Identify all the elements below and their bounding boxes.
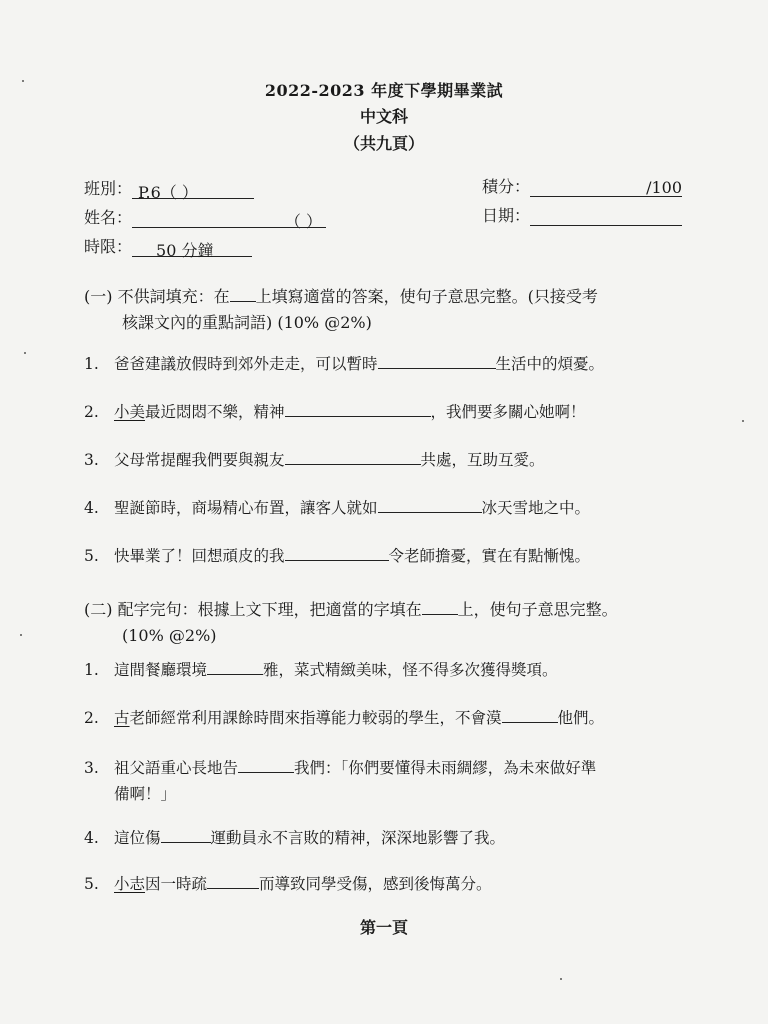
- question-text: 快畢業了！回想頑皮的我: [114, 547, 285, 565]
- scan-speck: [20, 634, 22, 636]
- name-line: [132, 209, 326, 231]
- question-number: 1.: [84, 661, 99, 679]
- date-line: [530, 207, 682, 226]
- proper-name: 古: [114, 709, 130, 727]
- question-text: 這位傷: [114, 829, 161, 847]
- answer-blank[interactable]: [207, 658, 263, 675]
- question-text: 我們：「你們要懂得未雨綢繆，為未來做好準: [294, 759, 597, 777]
- page-footer: 第一頁: [359, 918, 408, 937]
- scan-speck: [560, 978, 562, 980]
- score-line: [530, 178, 682, 197]
- question-number: 3.: [84, 759, 99, 777]
- subject-title: 中文科: [359, 107, 408, 126]
- exam-title: 2022-2023 年度下學期畢業試: [264, 81, 504, 100]
- s2-question-4: [84, 826, 724, 848]
- section1-heading-a: (一) 不供詞填充：在: [84, 287, 230, 306]
- section1-heading: [84, 284, 724, 336]
- s2-question-2: [84, 706, 724, 728]
- date-field: [482, 203, 682, 226]
- section2-heading-b: 上，使句子意思完整。: [457, 600, 618, 619]
- scan-speck: [742, 420, 744, 422]
- s1-question-2: [84, 400, 724, 422]
- class-field: [84, 176, 254, 202]
- question-text: 父母常提醒我們要與親友: [114, 451, 285, 469]
- question-text: 備啊！」: [114, 785, 177, 803]
- time-field: [84, 234, 252, 260]
- answer-blank[interactable]: [238, 756, 294, 773]
- score-label: 積分：: [482, 177, 531, 196]
- question-text: 冰天雪地之中。: [481, 499, 591, 517]
- section2-heading-c: (10% @2%): [122, 626, 217, 645]
- question-number: 4.: [84, 499, 99, 517]
- section1-heading-c: 核課文內的重點詞語) (10% @2%): [122, 313, 372, 332]
- class-line: [132, 180, 254, 202]
- question-text: 這間餐廳環境: [114, 661, 208, 679]
- heading-blank: [230, 285, 256, 302]
- class-value: P.6（ ）: [138, 183, 198, 202]
- time-value: 50 分鐘: [156, 241, 214, 260]
- date-label: 日期：: [482, 206, 531, 225]
- s2-question-3-cont: [84, 782, 724, 804]
- question-text: 共處，互助互愛。: [420, 451, 545, 469]
- question-number: 2.: [84, 403, 99, 421]
- question-text: 因一時疏: [145, 875, 208, 893]
- answer-blank[interactable]: [207, 872, 259, 889]
- question-text: 而導致同學受傷，感到後悔萬分。: [259, 875, 492, 893]
- question-number: 2.: [84, 709, 99, 727]
- answer-blank[interactable]: [502, 706, 558, 723]
- question-text: 令老師擔憂，實在有點慚愧。: [388, 547, 591, 565]
- answer-blank[interactable]: [285, 400, 431, 417]
- proper-name: 小志: [114, 875, 146, 893]
- answer-blank[interactable]: [378, 496, 482, 513]
- page-count: （共九頁）: [343, 134, 424, 153]
- time-line: [132, 238, 252, 260]
- section2-heading-a: (二) 配字完句：根據上文下理，把適當的字填在: [84, 600, 422, 619]
- question-text: 老師經常利用課餘時間來指導能力較弱的學生，不會漠: [129, 709, 502, 727]
- question-text: ，我們要多關心她啊！: [430, 403, 586, 421]
- scan-speck: [24, 352, 26, 354]
- s1-question-3: [84, 448, 724, 470]
- question-text: 最近悶悶不樂，精神: [145, 403, 285, 421]
- question-number: 4.: [84, 829, 99, 847]
- answer-blank[interactable]: [285, 448, 421, 465]
- heading-blank: [422, 598, 458, 615]
- s1-question-4: [84, 496, 724, 518]
- class-label: 班別：: [84, 179, 133, 198]
- answer-blank[interactable]: [161, 826, 211, 843]
- s2-question-1: [84, 658, 724, 680]
- question-text: 祖父語重心長地告: [114, 759, 239, 777]
- name-paren: （ ）: [284, 212, 323, 231]
- question-number: 5.: [84, 875, 99, 893]
- question-number: 5.: [84, 547, 99, 565]
- question-text: 運動員永不言敗的精神，深深地影響了我。: [210, 829, 506, 847]
- question-text: 雅，菜式精緻美味，怪不得多次獲得獎項。: [263, 661, 558, 679]
- question-number: 1.: [84, 355, 99, 373]
- section1-heading-b: 上填寫適當的答案，使句子意思完整。(只接受考: [255, 287, 598, 306]
- score-value: /100: [646, 178, 683, 197]
- answer-blank[interactable]: [285, 544, 389, 561]
- question-text: 生活中的煩憂。: [495, 355, 605, 373]
- s1-question-1: [84, 352, 724, 374]
- question-text: 他們。: [557, 709, 605, 727]
- time-label: 時限：: [84, 237, 133, 256]
- scan-speck: [22, 80, 24, 82]
- answer-blank[interactable]: [378, 352, 496, 369]
- s1-question-5: [84, 544, 724, 566]
- s2-question-5: [84, 872, 724, 894]
- section2-heading: [84, 597, 724, 649]
- name-label: 姓名：: [84, 208, 133, 227]
- s2-question-3: [84, 756, 724, 778]
- score-field: [482, 174, 682, 197]
- question-text: 爸爸建議放假時到郊外走走，可以暫時: [114, 355, 378, 373]
- proper-name: 小美: [114, 403, 146, 421]
- question-text: 聖誕節時，商場精心布置，讓客人就如: [114, 499, 378, 517]
- name-field: [84, 205, 326, 231]
- question-number: 3.: [84, 451, 99, 469]
